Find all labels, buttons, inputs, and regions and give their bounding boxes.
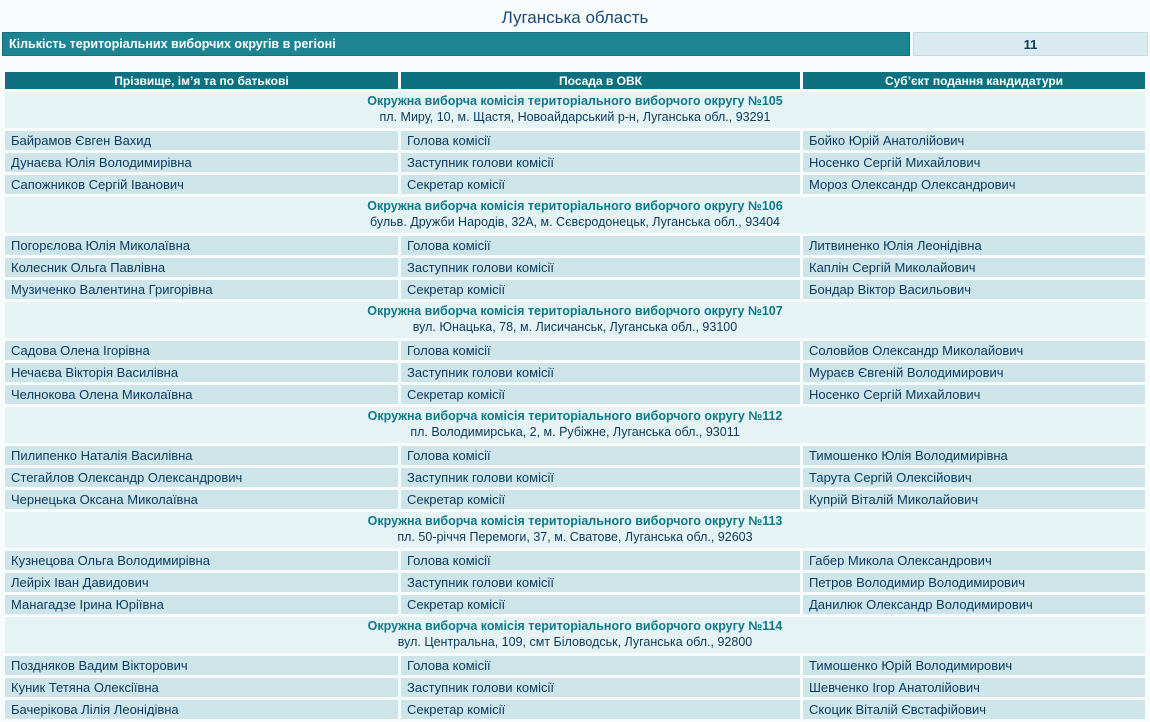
group-title-link[interactable]: Окружна виборча комісія територіального виборчого округу №113	[367, 514, 783, 528]
table-row	[5, 153, 1145, 172]
group-address: пл. 50-річчя Перемоги, 37, м. Сватове, Луганська обл., 92603	[397, 530, 753, 544]
cell-person-name: Стегайлов Олександр Олександрович	[5, 468, 398, 487]
group-header-113	[5, 512, 1145, 548]
page-title: Луганська область	[501, 8, 649, 27]
cell-person-name: Дунаєва Юлія Володимирівна	[5, 153, 398, 172]
cell-subject: Соловйов Олександр Миколайович	[803, 341, 1145, 360]
cell-position: Голова комісії	[401, 446, 800, 465]
commissions-table	[2, 69, 1148, 722]
table-row	[5, 363, 1145, 382]
table-row	[5, 678, 1145, 697]
group-address: бульв. Дружби Народів, 32А, м. Сєвєродонецьк, Луганська обл., 93404	[370, 215, 780, 229]
cell-position: Заступник голови комісії	[401, 363, 800, 382]
group-header-112	[5, 407, 1145, 443]
group-address: вул. Юнацька, 78, м. Лисичанськ, Луганська обл., 93100	[412, 320, 738, 334]
summary-value: 11	[913, 32, 1148, 56]
group-title-link[interactable]: Окружна виборча комісія територіального виборчого округу №107	[367, 304, 783, 318]
cell-person-name: Погорєлова Юлія Миколаївна	[5, 236, 398, 255]
table-row	[5, 385, 1145, 404]
group-title-link[interactable]: Окружна виборча комісія територіального виборчого округу №105	[367, 94, 783, 108]
cell-position: Голова комісії	[401, 341, 800, 360]
summary-bar	[2, 32, 1148, 56]
cell-position: Голова комісії	[401, 131, 800, 150]
cell-position: Секретар комісії	[401, 385, 800, 404]
table-row	[5, 341, 1145, 360]
cell-subject: Купрій Віталій Миколайович	[803, 490, 1145, 509]
cell-subject: Носенко Сергій Михайлович	[803, 385, 1145, 404]
cell-subject: Тимошенко Юрій Володимирович	[803, 656, 1145, 675]
cell-subject: Бойко Юрій Анатолійович	[803, 131, 1145, 150]
table-header-row	[5, 72, 1145, 89]
cell-subject: Тимошенко Юлія Володимирівна	[803, 446, 1145, 465]
cell-subject: Мураєв Євгеній Володимирович	[803, 363, 1145, 382]
cell-position: Секретар комісії	[401, 595, 800, 614]
cell-position: Заступник голови комісії	[401, 258, 800, 277]
table-row	[5, 468, 1145, 487]
cell-position: Секретар комісії	[401, 490, 800, 509]
cell-position: Голова комісії	[401, 656, 800, 675]
cell-subject: Мороз Олександр Олександрович	[803, 175, 1145, 194]
group-header-107	[5, 302, 1145, 338]
cell-position: Заступник голови комісії	[401, 153, 800, 172]
cell-person-name: Сапожников Сергій Іванович	[5, 175, 398, 194]
cell-subject: Каплін Сергій Миколайович	[803, 258, 1145, 277]
cell-person-name: Манагадзе Ірина Юріївна	[5, 595, 398, 614]
cell-position: Голова комісії	[401, 551, 800, 570]
table-row	[5, 490, 1145, 509]
cell-subject: Данилюк Олександр Володимирович	[803, 595, 1145, 614]
cell-subject: Литвиненко Юлія Леонідівна	[803, 236, 1145, 255]
group-address: пл. Миру, 10, м. Щастя, Новоайдарський р-н, Луганська обл., 93291	[379, 110, 771, 124]
cell-position: Голова комісії	[401, 236, 800, 255]
table-row	[5, 131, 1145, 150]
group-header-105	[5, 92, 1145, 128]
column-header-name: Прізвище, ім’я та по батькові	[5, 72, 398, 89]
table-row	[5, 175, 1145, 194]
cell-person-name: Кузнецова Ольга Володимирівна	[5, 551, 398, 570]
table-row	[5, 236, 1145, 255]
table-row	[5, 446, 1145, 465]
cell-person-name: Челнокова Олена Миколаївна	[5, 385, 398, 404]
cell-subject: Габер Микола Олександрович	[803, 551, 1145, 570]
cell-position: Секретар комісії	[401, 280, 800, 299]
cell-person-name: Нечаєва Вікторія Василівна	[5, 363, 398, 382]
table-row	[5, 573, 1145, 592]
column-header-subject: Суб’єкт подання кандидатури	[803, 72, 1145, 89]
cell-subject: Бондар Віктор Васильович	[803, 280, 1145, 299]
cell-person-name: Колесник Ольга Павлівна	[5, 258, 398, 277]
group-title-link[interactable]: Окружна виборча комісія територіального виборчого округу №114	[367, 619, 783, 633]
table-row	[5, 656, 1145, 675]
table-row	[5, 280, 1145, 299]
cell-person-name: Бачерікова Лілія Леонідівна	[5, 700, 398, 719]
cell-position: Секретар комісії	[401, 175, 800, 194]
cell-position: Заступник голови комісії	[401, 678, 800, 697]
cell-position: Заступник голови комісії	[401, 573, 800, 592]
cell-person-name: Музиченко Валентина Григорівна	[5, 280, 398, 299]
group-title-link[interactable]: Окружна виборча комісія територіального виборчого округу №106	[367, 199, 783, 213]
summary-label: Кількість територіальних виборчих округів в регіоні	[2, 32, 910, 56]
cell-subject: Шевченко Ігор Анатолійович	[803, 678, 1145, 697]
cell-person-name: Байрамов Євген Вахид	[5, 131, 398, 150]
table-row	[5, 258, 1145, 277]
column-header-position: Посада в ОВК	[401, 72, 800, 89]
group-title-link[interactable]: Окружна виборча комісія територіального виборчого округу №112	[367, 409, 783, 423]
cell-subject: Тарута Сергій Олексійович	[803, 468, 1145, 487]
cell-person-name: Поздняков Вадим Вікторович	[5, 656, 398, 675]
cell-subject: Носенко Сергій Михайлович	[803, 153, 1145, 172]
cell-person-name: Куник Тетяна Олексіївна	[5, 678, 398, 697]
cell-position: Секретар комісії	[401, 700, 800, 719]
group-header-114	[5, 617, 1145, 653]
cell-person-name: Лейріх Іван Давидович	[5, 573, 398, 592]
group-header-106	[5, 197, 1145, 233]
group-address: вул. Центральна, 109, смт Біловодськ, Луганська обл., 92800	[397, 635, 753, 649]
group-address: пл. Володимирська, 2, м. Рубіжне, Луганська обл., 93011	[410, 425, 740, 439]
table-row	[5, 551, 1145, 570]
cell-position: Заступник голови комісії	[401, 468, 800, 487]
cell-subject: Скоцик Віталій Євстафійович	[803, 700, 1145, 719]
cell-person-name: Пилипенко Наталія Василівна	[5, 446, 398, 465]
cell-person-name: Садова Олена Ігорівна	[5, 341, 398, 360]
cell-person-name: Чернецька Оксана Миколаївна	[5, 490, 398, 509]
table-row	[5, 595, 1145, 614]
cell-subject: Петров Володимир Володимирович	[803, 573, 1145, 592]
table-row	[5, 700, 1145, 719]
